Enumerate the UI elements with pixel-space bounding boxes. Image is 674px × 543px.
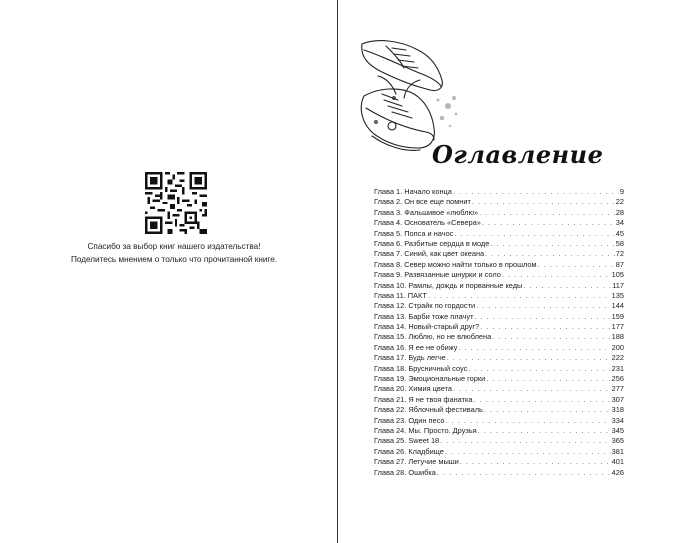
toc-leader-dots [486, 374, 610, 384]
toc-leader-dots [485, 249, 615, 259]
thanks-line-2: Поделитесь мнением о только что прочитанной книге. [70, 255, 278, 264]
toc-entry [374, 218, 624, 228]
toc-entry-page: 177 [611, 322, 624, 332]
toc-entry-title: Глава 24. Мы. Просто. Друзья [374, 425, 477, 435]
toc-leader-dots [482, 218, 615, 228]
toc-entry-title: Глава 12. Страйк по гордости [374, 301, 476, 311]
toc-entry-title: Глава 7. Синий, как цвет океана [374, 249, 485, 259]
toc-entry-title: Глава 10. Рамлы, дождь и порванные кеды [374, 280, 523, 290]
toc-entry [374, 208, 624, 218]
toc-entry-page: 22 [615, 197, 624, 207]
toc-entry-title: Глава 27. Летучие мыши [374, 457, 459, 467]
toc-entry-page: 318 [611, 405, 624, 415]
toc-entry-page: 87 [615, 259, 624, 269]
toc-entry-title: Глава 28. Ошибка [374, 467, 436, 477]
toc-leader-dots [538, 260, 615, 270]
toc-entry-title: Глава 5. Попса и начос [374, 228, 454, 238]
toc-entry [374, 353, 624, 363]
toc-entry-page: 222 [611, 353, 624, 363]
toc-entry-title: Глава 25. Sweet 18 [374, 436, 440, 446]
toc-entry-title: Глава 18. Брусничный соус [374, 363, 468, 373]
thanks-message [40, 240, 308, 266]
toc-entry [374, 384, 624, 394]
toc-entry [374, 187, 624, 197]
toc-leader-dots [446, 416, 611, 426]
toc-entry-page: 9 [619, 187, 624, 196]
toc-entry [374, 436, 624, 446]
toc-entry-page: 159 [611, 311, 624, 321]
toc-title: Оглавление [432, 140, 604, 169]
toc-leader-dots [428, 291, 611, 301]
toc-entry [374, 270, 624, 280]
toc-leader-dots [445, 447, 611, 457]
toc-entry [374, 395, 624, 405]
toc-leader-dots [502, 270, 611, 280]
qr-code [145, 172, 207, 234]
toc-entry [374, 457, 624, 467]
toc-entry-title: Глава 16. Я ее не обижу [374, 342, 458, 352]
toc-entry-page: 426 [611, 467, 624, 477]
toc-entry [374, 364, 624, 374]
toc-entry-page: 334 [611, 415, 624, 425]
toc-leader-dots [460, 457, 611, 467]
toc-entry-page: 58 [615, 238, 624, 248]
toc-leader-dots [468, 364, 610, 374]
toc-entry-page: 345 [611, 425, 624, 435]
toc-entry-title: Глава 15. Люблю, но не влюблена [374, 332, 492, 342]
toc-entry-title: Глава 11. ПАКТ [374, 290, 427, 300]
toc-entry [374, 447, 624, 457]
toc-leader-dots [447, 353, 611, 363]
toc-leader-dots [490, 239, 614, 249]
toc-entry-page: 307 [611, 394, 624, 404]
toc-entry-page: 381 [611, 446, 624, 456]
toc-entry-title: Глава 4. Основатель «Севера» [374, 218, 481, 228]
toc-entry-page: 45 [615, 228, 624, 238]
toc-entry [374, 301, 624, 311]
toc-entry-page: 28 [615, 207, 624, 217]
toc-entry-title: Глава 23. Один песо [374, 415, 445, 425]
toc-leader-dots [472, 197, 615, 207]
toc-leader-dots [458, 343, 610, 353]
toc-entry-page: 200 [611, 342, 624, 352]
toc-leader-dots [437, 468, 611, 478]
toc-entry-page: 117 [612, 280, 624, 290]
toc-leader-dots [474, 395, 611, 405]
toc-entry-title: Глава 14. Новый-старый друг? [374, 322, 480, 332]
book-spine [337, 0, 338, 543]
toc-leader-dots [454, 229, 614, 239]
toc-entry-title: Глава 22. Яблочный фестиваль [374, 405, 483, 415]
toc-entry-title: Глава 26. Кладбище [374, 446, 444, 456]
toc-leader-dots [492, 332, 610, 342]
toc-entry-title: Глава 6. Разбитые сердца в моде [374, 238, 490, 248]
toc-entry-title: Глава 13. Барби тоже плачут [374, 311, 474, 321]
toc-leader-dots [453, 384, 611, 394]
toc-entry [374, 312, 624, 322]
toc-entry-page: 188 [611, 332, 624, 342]
toc-entry-page: 231 [611, 363, 624, 373]
toc-entry-title: Глава 2. Он все еще помнит [374, 197, 471, 207]
toc-leader-dots [523, 281, 611, 291]
toc-leader-dots [453, 187, 619, 197]
toc-entry [374, 249, 624, 259]
toc-entry [374, 281, 624, 291]
toc-entry-title: Глава 9. Развязанные шнурки и соло [374, 270, 501, 280]
toc-entry [374, 405, 624, 415]
toc-entry-title: Глава 21. Я не твоя фанатка [374, 394, 473, 404]
toc-entry-title: Глава 20. Химия цвета [374, 384, 453, 394]
toc-entry-page: 72 [615, 249, 624, 259]
thanks-line-1: Спасибо за выбор книг нашего издательства! [87, 242, 261, 251]
toc-leader-dots [479, 208, 615, 218]
toc-entry-page: 135 [611, 290, 624, 300]
toc-entry [374, 197, 624, 207]
toc-entry-title: Глава 17. Будь легче [374, 353, 446, 363]
toc-leader-dots [478, 426, 611, 436]
toc-entry-title: Глава 1. Начало конца [374, 187, 452, 196]
toc-leader-dots [440, 436, 610, 446]
toc-entry-page: 34 [615, 218, 624, 228]
toc-entry [374, 416, 624, 426]
toc-leader-dots [480, 322, 610, 332]
toc-entry-page: 256 [611, 374, 624, 384]
toc-entry-page: 401 [611, 457, 624, 467]
toc-entry [374, 468, 624, 478]
toc-entry [374, 291, 624, 301]
toc-entry [374, 332, 624, 342]
toc-entry [374, 374, 624, 384]
toc-entry-title: Глава 3. Фальшивое «люблю» [374, 207, 479, 217]
toc-entry [374, 229, 624, 239]
toc-entry-page: 144 [611, 301, 624, 311]
table-of-contents [374, 187, 624, 478]
toc-entry [374, 343, 624, 353]
toc-entry-page: 277 [611, 384, 624, 394]
toc-entry-title: Глава 8. Север можно найти только в прошлом [374, 259, 537, 269]
toc-leader-dots [474, 312, 610, 322]
toc-entry [374, 239, 624, 249]
toc-entry-page: 365 [611, 436, 624, 446]
toc-leader-dots [476, 301, 611, 311]
toc-entry [374, 260, 624, 270]
toc-entry-page: 105 [611, 270, 624, 280]
toc-leader-dots [484, 405, 611, 415]
toc-entry [374, 322, 624, 332]
toc-entry [374, 426, 624, 436]
toc-entry-title: Глава 19. Эмоциональные горки [374, 374, 486, 384]
